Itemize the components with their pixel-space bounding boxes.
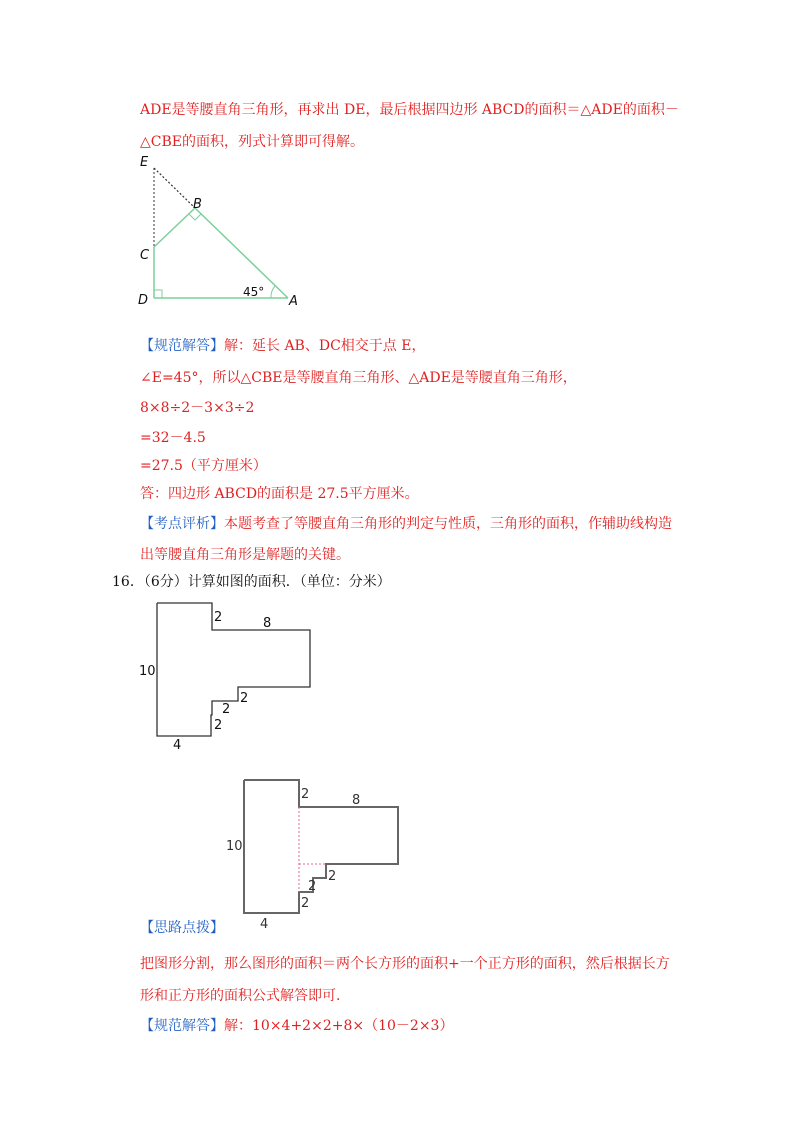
solution-2-text: 解：10×4+2×2+8×（10－2×3） (224, 1018, 454, 1034)
evaluation-text: 本题考查了等腰直角三角形的判定与性质，三角形的面积，作辅助线构造 (224, 516, 672, 532)
label-b: B (193, 197, 202, 212)
question-16: 16．（6分）计算如图的面积．（单位：分米） (112, 574, 391, 590)
label-e: E (140, 155, 149, 170)
evaluation-line-1 (140, 514, 672, 534)
right-angle-mark-d (154, 290, 162, 298)
evaluation-line-2: 出等腰直角三角形是解题的关键。 (140, 547, 350, 563)
t-shape-divided-figure (222, 772, 412, 932)
t-shape-outline (157, 603, 310, 736)
label-step-2-top: 2 (214, 610, 223, 625)
quadrilateral-figure (135, 150, 315, 310)
label-height-10: 10 (139, 664, 156, 679)
label-step-2-mid: 2 (222, 702, 231, 717)
dotted-line-eb (154, 168, 195, 208)
label-a: A (289, 294, 298, 309)
label-c: C (140, 248, 150, 263)
label-height-10: 10 (226, 839, 243, 854)
solution-1-line-4: =32－4.5 (140, 430, 206, 446)
evaluation-tag: 【考点评析】 (140, 516, 224, 532)
solution-1-line-1 (140, 336, 425, 356)
label-step-2-mid: 2 (308, 879, 317, 894)
side-ab (195, 208, 288, 298)
hint-line-1: 把图形分割，那么图形的面积＝两个长方形的面积+一个正方形的面积，然后根据长方 (140, 956, 670, 972)
solution-1-line-5: =27.5（平方厘米） (140, 458, 267, 474)
side-bc (154, 208, 195, 247)
label-width-4: 4 (260, 917, 269, 932)
solution-1-tag: 【规范解答】 (140, 338, 224, 354)
solution-1-line-2: ∠E=45°，所以△CBE是等腰直角三角形、△ADE是等腰直角三角形， (140, 370, 577, 386)
label-step-2-bottom: 2 (214, 718, 223, 733)
solution-1-text: 解：延长 AB、DC相交于点 E， (224, 338, 426, 354)
angle-45-label: 45° (243, 285, 265, 299)
label-width-4: 4 (173, 738, 182, 753)
figure-background (222, 772, 412, 932)
hint-tag: 【思路点拨】 (140, 920, 224, 936)
label-width-8: 8 (263, 616, 272, 631)
solution-1-line-3: 8×8÷2－3×3÷2 (140, 400, 255, 416)
explanation-line-1: ADE是等腰直角三角形，再求出 DE，最后根据四边形 ABCD的面积＝△ADE的面积－ (140, 102, 679, 118)
hint-line-2: 形和正方形的面积公式解答即可. (140, 988, 341, 1004)
label-width-8: 8 (352, 793, 361, 808)
t-shape-figure (135, 595, 325, 755)
solution-2-line-1 (140, 1016, 453, 1036)
label-step-2-top: 2 (301, 787, 310, 802)
solution-1-answer: 答：四边形 ABCD的面积是 27.5平方厘米。 (140, 486, 419, 502)
angle-arc-a (271, 286, 275, 298)
right-angle-mark-b (189, 214, 201, 220)
explanation-line-2: △CBE的面积，列式计算即可得解。 (140, 134, 364, 150)
solution-2-tag: 【规范解答】 (140, 1018, 224, 1034)
label-d: D (138, 293, 149, 308)
label-step-2-right: 2 (328, 869, 337, 884)
label-step-2-right: 2 (240, 691, 249, 706)
label-step-2-bottom: 2 (301, 896, 310, 911)
